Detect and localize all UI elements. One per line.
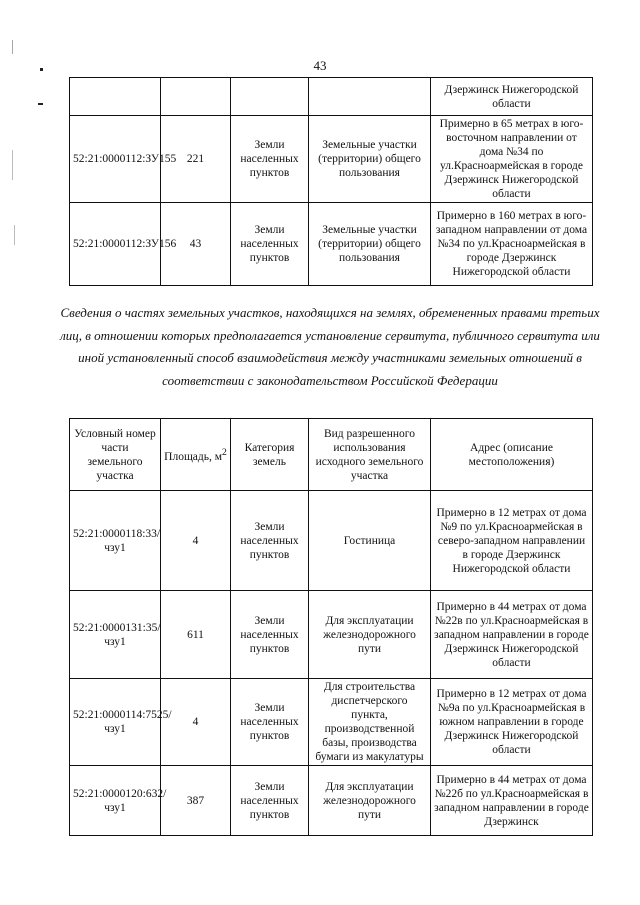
category-cell: Земли населенных пунктов: [231, 591, 309, 679]
cadastral-cell: 52:21:0000112:ЗУ156: [70, 203, 161, 286]
area-cell: 387: [161, 766, 231, 836]
area-cell: 221: [161, 116, 231, 203]
header-area: [161, 419, 231, 491]
area-cell: 4: [161, 679, 231, 766]
header-category: Категория земель: [231, 419, 309, 491]
use-cell: Для эксплуатации железнодорожного пути: [309, 591, 431, 679]
use-cell: Земельные участки (территории) общего пользования: [309, 203, 431, 286]
address-cell: Примерно в 160 метрах в юго-западном направлении от дома №34 по ул.Красноармейская в городе Дзержинск Нижегородской области: [431, 203, 593, 286]
table-row: [70, 78, 593, 116]
use-cell: Гостиница: [309, 491, 431, 591]
address-cell: Примерно в 44 метрах от дома №22в по ул.Красноармейская в западном направлении в городе Дзержинск Нижегородской области: [431, 591, 593, 679]
header-address: Адрес (описание местоположения): [431, 419, 593, 491]
header-area-label: Площадь, м: [164, 450, 223, 463]
table-row: [70, 203, 593, 286]
cadastral-cell: 52:21:0000114:7525/чзу1: [70, 679, 161, 766]
address-cell: Примерно в 12 метрах от дома №9а по ул.Красноармейская в южном направлении в городе Дзержинск Нижегородской области: [431, 679, 593, 766]
area-cell: 43: [161, 203, 231, 286]
section-heading: Сведения о частях земельных участков, находящихся на землях, обремененных правами третьих лиц, в отношении которых предполагается установление сервитута, публичного сервитута или иной установленный способ взаимодействия между участниками земельных отношений в соответствии с законодательством Российской Федерации: [60, 305, 600, 388]
header-use: Вид разрешенного использования исходного земельного участка: [309, 419, 431, 491]
category-cell: Земли населенных пунктов: [231, 679, 309, 766]
cadastral-cell: 52:21:0000118:33/чзу1: [70, 491, 161, 591]
servitude-parts-table: [69, 418, 593, 836]
table-row: [70, 116, 593, 203]
address-cell: Дзержинск Нижегородской области: [431, 78, 593, 116]
use-cell: Для строительства диспетчерского пункта, производственной базы, производства бумаги из макулатуры: [309, 679, 431, 766]
cadastral-cell: 52:21:0000120:632/чзу1: [70, 766, 161, 836]
table-row: [70, 766, 593, 836]
area-cell: 611: [161, 591, 231, 679]
category-cell: Земли населенных пунктов: [231, 766, 309, 836]
use-cell: Земельные участки (территории) общего пользования: [309, 116, 431, 203]
use-cell: Для эксплуатации железнодорожного пути: [309, 766, 431, 836]
cadastral-cell: 52:21:0000112:ЗУ155: [70, 116, 161, 203]
table-row: [70, 591, 593, 679]
header-number: Условный номер части земельного участка: [70, 419, 161, 491]
scan-margin-marks: [0, 0, 50, 300]
address-cell: Примерно в 44 метрах от дома №22б по ул.Красноармейская в западном направлении в городе Дзержинск: [431, 766, 593, 836]
area-cell: 4: [161, 491, 231, 591]
table-row: [70, 491, 593, 591]
address-cell: Примерно в 65 метрах в юго-восточном направлении от дома №34 по ул.Красноармейская в городе Дзержинск Нижегородской области: [431, 116, 593, 203]
land-plots-table-continued: [69, 77, 593, 286]
category-cell: Земли населенных пунктов: [231, 491, 309, 591]
table-row: [70, 679, 593, 766]
cadastral-cell: 52:21:0000131:35/чзу1: [70, 591, 161, 679]
address-cell: Примерно в 12 метрах от дома №9 по ул.Красноармейская в северо-западном направлении в городе Дзержинск Нижегородской области: [431, 491, 593, 591]
table-header-row: [70, 419, 593, 491]
page-number: 43: [313, 58, 327, 73]
header-area-unit-sup: 2: [222, 446, 227, 458]
category-cell: Земли населенных пунктов: [231, 203, 309, 286]
category-cell: Земли населенных пунктов: [231, 116, 309, 203]
